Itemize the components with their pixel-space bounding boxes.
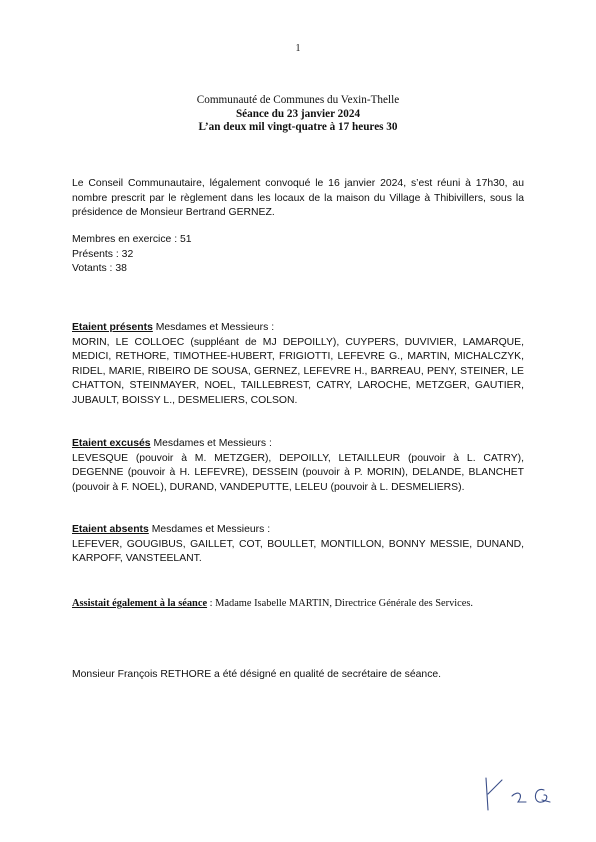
- excused-heading-suffix: Mesdames et Messieurs :: [150, 438, 272, 449]
- absent-section: [72, 523, 524, 567]
- present-label: Etaient présents: [72, 322, 153, 333]
- absent-list: LEFEVER, GOUGIBUS, GAILLET, COT, BOULLET, MONTILLON, BONNY MESSIE, DUNAND, KARPOFF, VANSTEELANT.: [72, 538, 524, 565]
- present-count: Présents : 32: [72, 248, 134, 260]
- organization-name: Communauté de Communes du Vexin-Thelle: [196, 94, 400, 106]
- absent-heading-suffix: Mesdames et Messieurs :: [148, 524, 271, 535]
- present-list: MORIN, LE COLLOEC (suppléant de MJ DEPOILLY), CUYPERS, DUVIVIER, LAMARQUE, MEDICI, RETHORE, TIMOTHEE-HUBERT, FRIGIOTTI, LEFEVRE G., MARTIN, MICHALCZYK, RIDEL, MARIE, RIBEIRO DE SOUSA, GERNEZ, LEFEVRE H., BARREAU, PENY, STEINER, LE CHATTON, STEINMAYER, NOEL, TAILLEBREST, CATRY, LAROCHE, METZGER, GAUTIER, JUBAULT, BOISSY L., DESMELIERS, COLSON.: [72, 336, 524, 406]
- members-count: Membres en exercice : 51: [72, 234, 192, 245]
- page-number: 1: [295, 43, 301, 54]
- intro-paragraph: Le Conseil Communautaire, légalement convoqué le 16 janvier 2024, s’est réuni à 17h30, au nombre prescrit par le règlement dans les locaux de la maison du Village à Thibivillers, sous la présidence de Monsieur Bertrand GERNEZ.: [72, 178, 524, 219]
- present-section: [72, 321, 524, 409]
- voters-count: Votants : 38: [72, 263, 127, 275]
- assistant-text: : Madame Isabelle MARTIN, Directrice Générale des Services.: [207, 598, 474, 609]
- present-heading: [72, 321, 524, 336]
- excused-list: LEVESQUE (pouvoir à M. METZGER), DEPOILLY, LETAILLEUR (pouvoir à L. CATRY), DEGENNE (pouvoir à H. LEFEVRE), DESSEIN (pouvoir à P. MORIN), DELANDE, BLANCHET (pouvoir à F. NOEL), DURAND, VANDEPUTTE, LELEU (pouvoir à L. DESMELIERS).: [72, 452, 524, 493]
- present-heading-suffix: Mesdames et Messieurs :: [152, 322, 275, 333]
- excused-heading: [72, 437, 524, 452]
- session-date: Séance du 23 janvier 2024: [235, 107, 361, 120]
- initials-signature: [478, 770, 578, 820]
- secretary-line: Monsieur François RETHORE a été désigné en qualité de secrétaire de séance.: [72, 669, 442, 680]
- session-date-words: L’an deux mil vingt-quatre à 17 heures 30: [198, 121, 398, 133]
- excused-section: [72, 437, 524, 495]
- absent-heading: [72, 523, 524, 538]
- absent-label: Etaient absents: [72, 524, 149, 535]
- document-header: [0, 94, 596, 135]
- excused-label: Etaient excusés: [72, 438, 151, 449]
- assistant-label: Assistait également à la séance: [72, 598, 208, 609]
- assistant-line: [72, 597, 524, 612]
- member-counts: [72, 233, 524, 277]
